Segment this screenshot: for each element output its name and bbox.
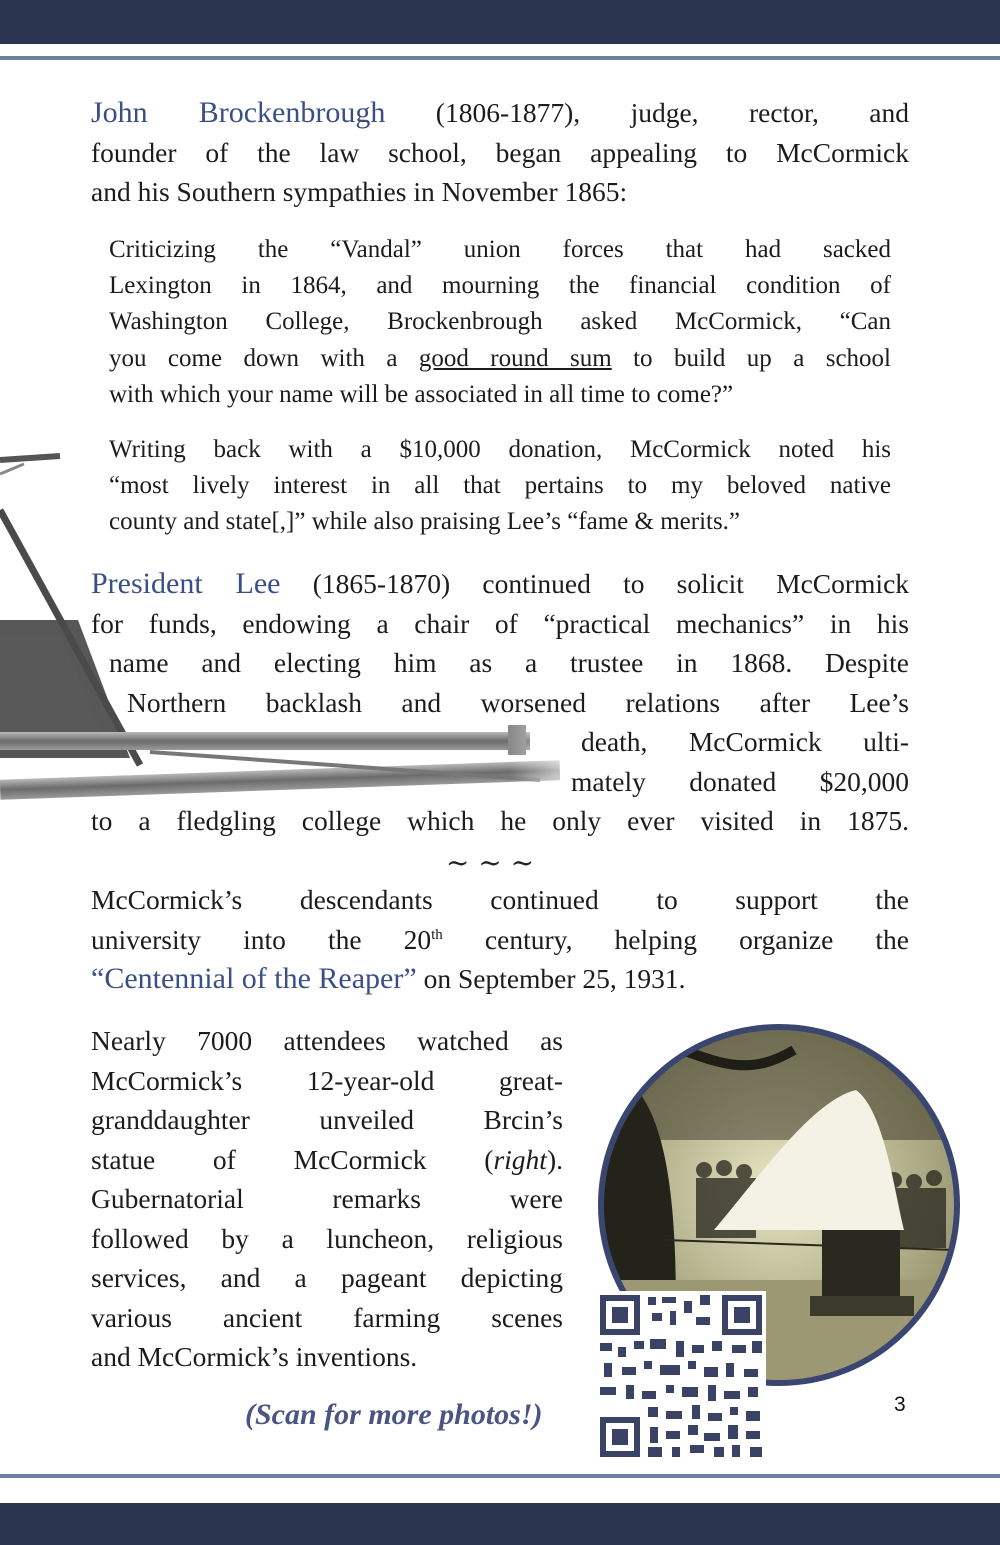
attendees-line-1: Nearly 7000 attendees watched as [91,1025,563,1056]
underlined-phrase: good round sum [418,344,612,372]
scan-caption: (Scan for more photos!) [245,1398,543,1431]
lee-line-7: to a fledgling college which he only ever visited in 1875. [91,805,909,836]
attendees-line-4 [91,1140,563,1180]
lee-line-1: (1865-1870) continued to solicit McCormick [312,568,910,599]
descendants-line-1: McCormick’s descendants continued to support the [91,884,909,915]
quote-block-2 [109,432,891,541]
ordinal-suffix: th [431,926,443,943]
descendants-line-3 [91,959,909,999]
centennial-highlight: “Centennial of the Reaper” [91,962,417,995]
quote1-line-3: Washington College, Brockenbrough asked McCormick, “Can [109,308,891,336]
president-lee-name: President Lee [91,567,281,600]
footer-rule [0,1474,1000,1478]
attendees-line-9: and McCormick’s inventions. [91,1341,418,1372]
descendants-line-2-a: university into the 20 [91,923,432,955]
quote1-line-1: Criticizing the “Vandal” union forces that had sacked [109,236,891,263]
lee-line-4: Northern backlash and worsened relations after Lee’s [127,686,909,718]
attendees-line-6: followed by a luncheon, religious [91,1222,563,1254]
quote1-line-4-a: you come down with a [109,344,419,372]
header-rule [0,56,1000,60]
attendees-paragraph [91,1021,563,1377]
quote1-line-5: with which your name will be associated in all time to come?” [109,380,734,408]
attendees-line-4-b: ). [546,1143,563,1175]
quote-block-1 [109,232,891,413]
lee-line-5: death, McCormick ulti- [581,726,909,757]
intro-paragraph [91,93,909,212]
attendees-line-2: McCormick’s 12-year-old great- [91,1064,563,1096]
lee-line-2: for funds, endowing a chair of “practical mechanics” in his [91,607,909,639]
lee-paragraph [91,564,909,841]
attendees-line-3: granddaughter unveiled Brcin’s [91,1104,563,1135]
intro-line-1: (1806-1877), judge, rector, and [435,97,910,128]
quote2-line-3: county and state[,]” while also praising Lee’s “fame & merits.” [109,508,741,536]
quote1-line-4-b: to build up a school [611,344,891,372]
descendants-line-3-rest: on September 25, 1931. [416,963,686,994]
section-divider: ~ ~ ~ [445,846,535,879]
intro-line-2: founder of the law school, began appealing to McCormick [91,136,909,168]
italic-right: right [493,1143,547,1175]
qr-code[interactable] [596,1291,766,1461]
lee-line-3: name and electing him as a trustee in 1868. Despite [109,647,909,678]
descendants-line-2-b: century, helping organize the [442,923,909,955]
attendees-line-4-a: statue of McCormick ( [91,1143,494,1175]
attendees-line-8: various ancient farming scenes [91,1301,563,1333]
quote1-line-2: Lexington in 1864, and mourning the financial condition of [109,272,891,300]
descendants-line-2 [91,920,909,960]
descendants-paragraph [91,880,909,999]
attendees-line-5: Gubernatorial remarks were [91,1183,563,1214]
quote2-line-2: “most lively interest in all that pertains to my beloved native [109,472,891,500]
quote1-line-4 [109,341,891,377]
quote2-line-1: Writing back with a $10,000 donation, McCormick noted his [109,436,891,463]
lee-line-6: mately donated $20,000 [571,765,909,797]
intro-line-3: and his Southern sympathies in November 1865: [91,176,628,207]
header-band [0,0,1000,44]
attendees-line-7: services, and a pageant depicting [91,1262,563,1293]
page-number: 3 [894,1393,906,1416]
brockenbrough-name: John Brockenbrough [91,96,386,129]
footer-band [0,1503,1000,1545]
